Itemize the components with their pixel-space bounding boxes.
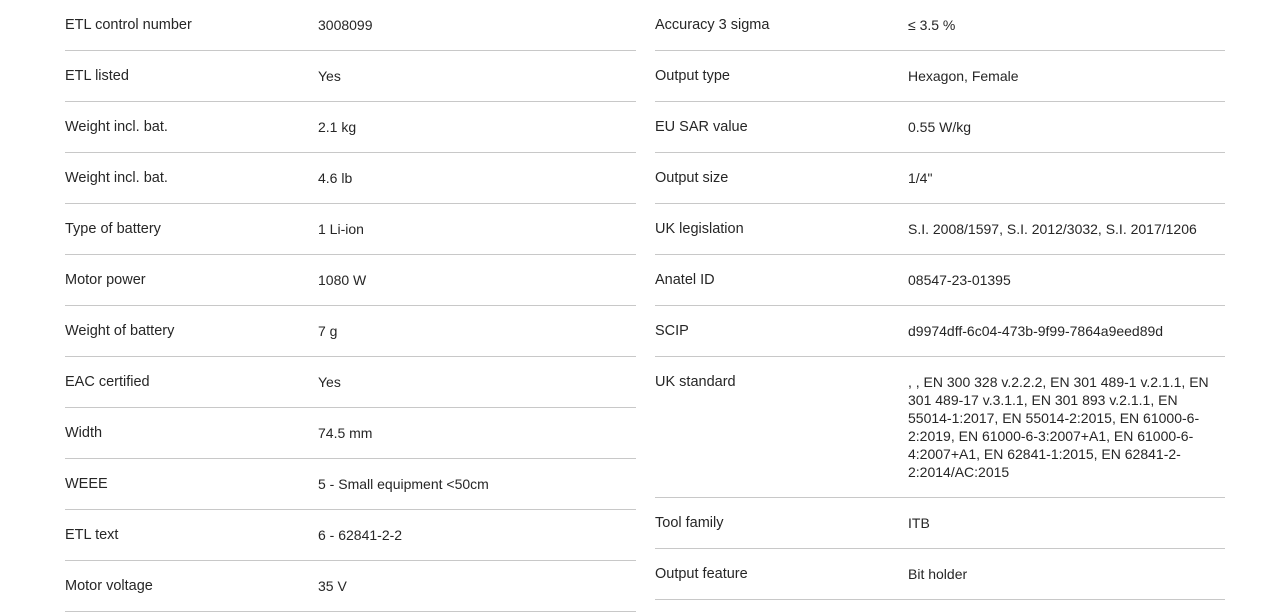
- spec-label: SCIP: [655, 323, 689, 339]
- spec-value: ≤ 3.5 %: [908, 17, 956, 33]
- spec-column-right: [655, 0, 1225, 600]
- spec-row: [655, 357, 1225, 498]
- spec-label: Output type: [655, 68, 730, 84]
- spec-label: ETL text: [65, 527, 119, 543]
- spec-value: 0.55 W/kg: [908, 119, 972, 135]
- spec-value: Yes: [318, 68, 341, 84]
- spec-label: Weight of battery: [65, 323, 175, 339]
- spec-label: Anatel ID: [655, 272, 715, 288]
- spec-value: 6 - 62841-2-2: [318, 527, 403, 543]
- spec-label: Tool family: [655, 515, 724, 531]
- spec-value: d9974dff-6c04-473b-9f99-7864a9eed89d: [908, 323, 1164, 339]
- spec-label: Motor voltage: [65, 578, 153, 594]
- spec-label: Type of battery: [65, 221, 161, 237]
- spec-label: ETL listed: [65, 68, 129, 84]
- spec-row: [65, 459, 636, 510]
- spec-value: 3008099: [318, 17, 373, 33]
- spec-value: ITB: [908, 515, 930, 531]
- spec-row: [655, 204, 1225, 255]
- spec-value: 2.1 kg: [318, 119, 357, 135]
- spec-value: Hexagon, Female: [908, 68, 1019, 84]
- spec-value: 74.5 mm: [318, 425, 373, 441]
- spec-value: 35 V: [318, 578, 347, 594]
- spec-row: [655, 102, 1225, 153]
- spec-label: Output feature: [655, 566, 748, 582]
- spec-row: [65, 561, 636, 612]
- spec-row: [65, 51, 636, 102]
- spec-label: Output size: [655, 170, 729, 186]
- spec-value: 4.6 lb: [318, 170, 353, 186]
- spec-row: [655, 549, 1225, 600]
- spec-row: [65, 102, 636, 153]
- spec-value: 1080 W: [318, 272, 367, 288]
- spec-value: 1 Li-ion: [318, 221, 364, 237]
- spec-row: [65, 510, 636, 561]
- spec-row: [65, 306, 636, 357]
- spec-value: 08547-23-01395: [908, 272, 1011, 288]
- spec-value: S.I. 2008/1597, S.I. 2012/3032, S.I. 2017/1206: [908, 221, 1197, 237]
- spec-row: [65, 0, 636, 51]
- spec-row: [655, 153, 1225, 204]
- spec-row: [655, 306, 1225, 357]
- spec-label: ETL control number: [65, 17, 192, 33]
- spec-column-left: [65, 0, 636, 612]
- spec-label: UK standard: [655, 374, 736, 390]
- spec-row: [655, 498, 1225, 549]
- spec-label: Accuracy 3 sigma: [655, 17, 770, 33]
- spec-row: [65, 255, 636, 306]
- spec-label: EAC certified: [65, 374, 150, 390]
- spec-value: Yes: [318, 374, 341, 390]
- spec-row: [655, 0, 1225, 51]
- spec-value: 7 g: [318, 323, 338, 339]
- spec-label: EU SAR value: [655, 119, 748, 135]
- spec-value: 1/4": [908, 170, 933, 186]
- spec-row: [65, 408, 636, 459]
- spec-row: [65, 153, 636, 204]
- spec-row: [655, 255, 1225, 306]
- spec-label: WEEE: [65, 476, 108, 492]
- spec-label: UK legislation: [655, 221, 744, 237]
- spec-label: Width: [65, 425, 103, 441]
- spec-value: 5 - Small equipment <50cm: [318, 476, 489, 492]
- spec-label: Weight incl. bat.: [65, 170, 168, 186]
- spec-label: Weight incl. bat.: [65, 119, 168, 135]
- spec-label: Motor power: [65, 272, 146, 288]
- spec-row: [655, 51, 1225, 102]
- spec-row: [65, 357, 636, 408]
- spec-value: , , EN 300 328 v.2.2.2, EN 301 489-1 v.2.1.1, EN 301 489-17 v.3.1.1, EN 301 893 v.2.1.1, EN 55014-1:2017, EN 55014-2:2015, EN 61000-6-2:2019, EN 61000-6-3:2007+A1, EN 61000-6-4:2007+A1, EN 62841-1:2015, EN 62841-2-2:2014/AC:2015: [908, 374, 1209, 480]
- spec-row: [65, 204, 636, 255]
- spec-value: Bit holder: [908, 566, 968, 582]
